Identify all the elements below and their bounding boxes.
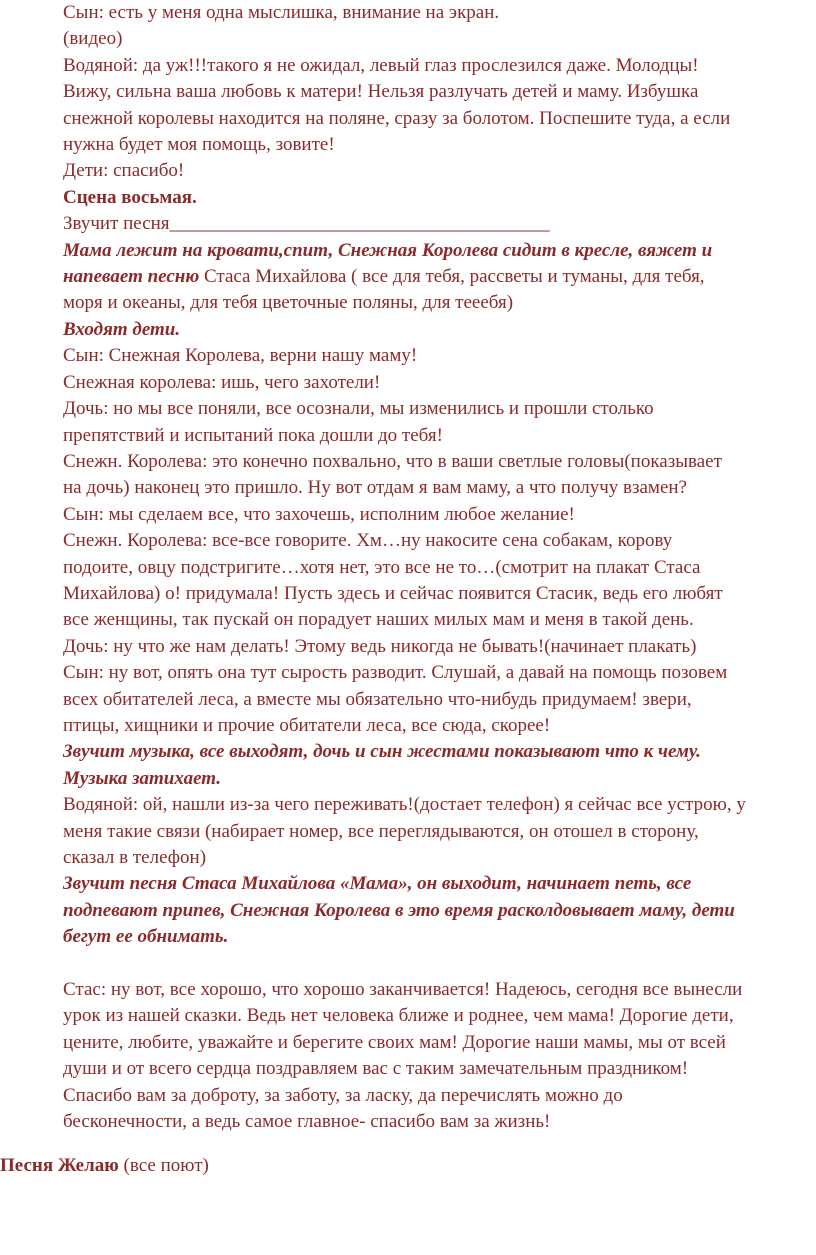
stage-direction: Входят дети.	[63, 318, 181, 340]
text-line: подоите, овцу подстригите…хотя нет, это все не то…(смотрит на плакат Стаса	[63, 556, 701, 578]
text-line: урок из нашей сказки. Ведь нет человека ближе и роднее, чем мама! Дорогие дети,	[63, 1005, 734, 1027]
stage-direction: Мама лежит на кровати,спит, Снежная Королева сидит в кресле, вяжет и	[63, 239, 713, 261]
song-title: Песня Желаю	[0, 1155, 119, 1177]
text-line: все женщины, так пускай он порадует наших милых мам и меня в такой день.	[63, 609, 694, 631]
text-line: снежной королевы находится на поляне, сразу за болотом. Поспешите туда, а если	[63, 107, 731, 129]
text-line: Звучит песня________________________________________	[63, 213, 550, 235]
text-line: Снежн. Королева: это конечно похвально, что в ваши светлые головы(показывает	[63, 450, 722, 472]
text-line: сказал в телефон)	[63, 847, 207, 868]
text-line: препятствий и испытаний пока дошли до тебя!	[63, 424, 443, 446]
stage-direction: подпевают припев, Снежная Королева в это время расколдовывает маму, дети	[63, 899, 735, 921]
text-line: души и от всего сердца поздравляем вас с таким замечательным праздником!	[63, 1058, 689, 1080]
text-line: Снежн. Королева: все-все говорите. Хм…ну накосите сена собакам, корову	[63, 530, 673, 552]
stage-direction: Звучит песня Стаса Михайлова «Мама», он выходит, начинает петь, все	[63, 873, 692, 895]
text-line: Стас: ну вот, все хорошо, что хорошо заканчивается! Надеюсь, сегодня все вынесли	[63, 979, 743, 1001]
text-line: Сын: есть у меня одна мыслишка, внимание на экран.	[63, 2, 500, 23]
text-line: меня такие связи (набирает номер, все переглядываются, он отошел в сторону,	[63, 820, 699, 842]
text-line: Спасибо вам за доброту, за заботу, за ласку, да перечислять можно до	[63, 1084, 623, 1106]
stage-direction: Музыка затихает.	[63, 767, 222, 789]
text-line: птицы, хищники и прочие обитатели леса, все сюда, скорее!	[63, 714, 551, 736]
text-line: Дочь: но мы все поняли, все осознали, мы изменились и прошли столько	[63, 398, 654, 420]
text-line: на дочь) наконец это пришло. Ну вот отдам я вам маму, а что получу взамен?	[63, 477, 687, 499]
text-line: бесконечности, а ведь самое главное- спасибо вам за жизнь!	[63, 1111, 551, 1133]
scene-heading: Сцена восьмая.	[63, 186, 197, 208]
text-line: Дети: спасибо!	[63, 160, 185, 182]
stage-direction: Звучит музыка, все выходят, дочь и сын жестами показывают что к чему.	[63, 741, 701, 763]
text-line: Сын: Снежная Королева, верни нашу маму!	[63, 345, 418, 367]
stage-direction: бегут ее обнимать.	[63, 926, 229, 948]
mixed-line	[63, 264, 816, 290]
text-line: Михайлова) о! придумала! Пусть здесь и сейчас появится Стасик, ведь его любят	[63, 582, 723, 604]
text-line: Вижу, сильна ваша любовь к матери! Нельзя разлучать детей и маму. Избушка	[63, 81, 699, 103]
text-line: Сын: мы сделаем все, что захочешь, исполним любое желание!	[63, 503, 575, 525]
text-line: Водяной: да уж!!!такого я не ожидал, левый глаз прослезился даже. Молодцы!	[63, 54, 699, 76]
text-line: Водяной: ой, нашли из-за чего переживать!(достает телефон) я сейчас все устрою, у	[63, 794, 746, 816]
text-line: Дочь: ну что же нам делать! Этому ведь никогда не бывать!(начинает плакать)	[63, 635, 697, 657]
stage-direction: напевает песню	[63, 266, 200, 288]
text-line: (видео)	[63, 28, 123, 50]
final-song-line	[0, 1153, 816, 1179]
blank-line	[63, 951, 816, 977]
text-line: моря и океаны, для тебя цветочные поляны, для тееебя)	[63, 292, 514, 314]
text-line: всех обитателей леса, а вместе мы обязательно что-нибудь придумаем! звери,	[63, 688, 692, 710]
text-line: Снежная королева: ишь, чего захотели!	[63, 371, 381, 393]
text-line: Сын: ну вот, опять она тут сырость разводит. Слушай, а давай на помощь позовем	[63, 662, 728, 684]
text-fragment: Стаса Михайлова ( все для тебя, рассветы и туманы, для тебя,	[199, 266, 705, 288]
text-fragment: (все поют)	[118, 1155, 209, 1177]
text-line: нужна будет моя помощь, зовите!	[63, 134, 335, 156]
text-line: цените, любите, уважайте и берегите своих мам! Дорогие наши мамы, мы от всей	[63, 1031, 726, 1053]
